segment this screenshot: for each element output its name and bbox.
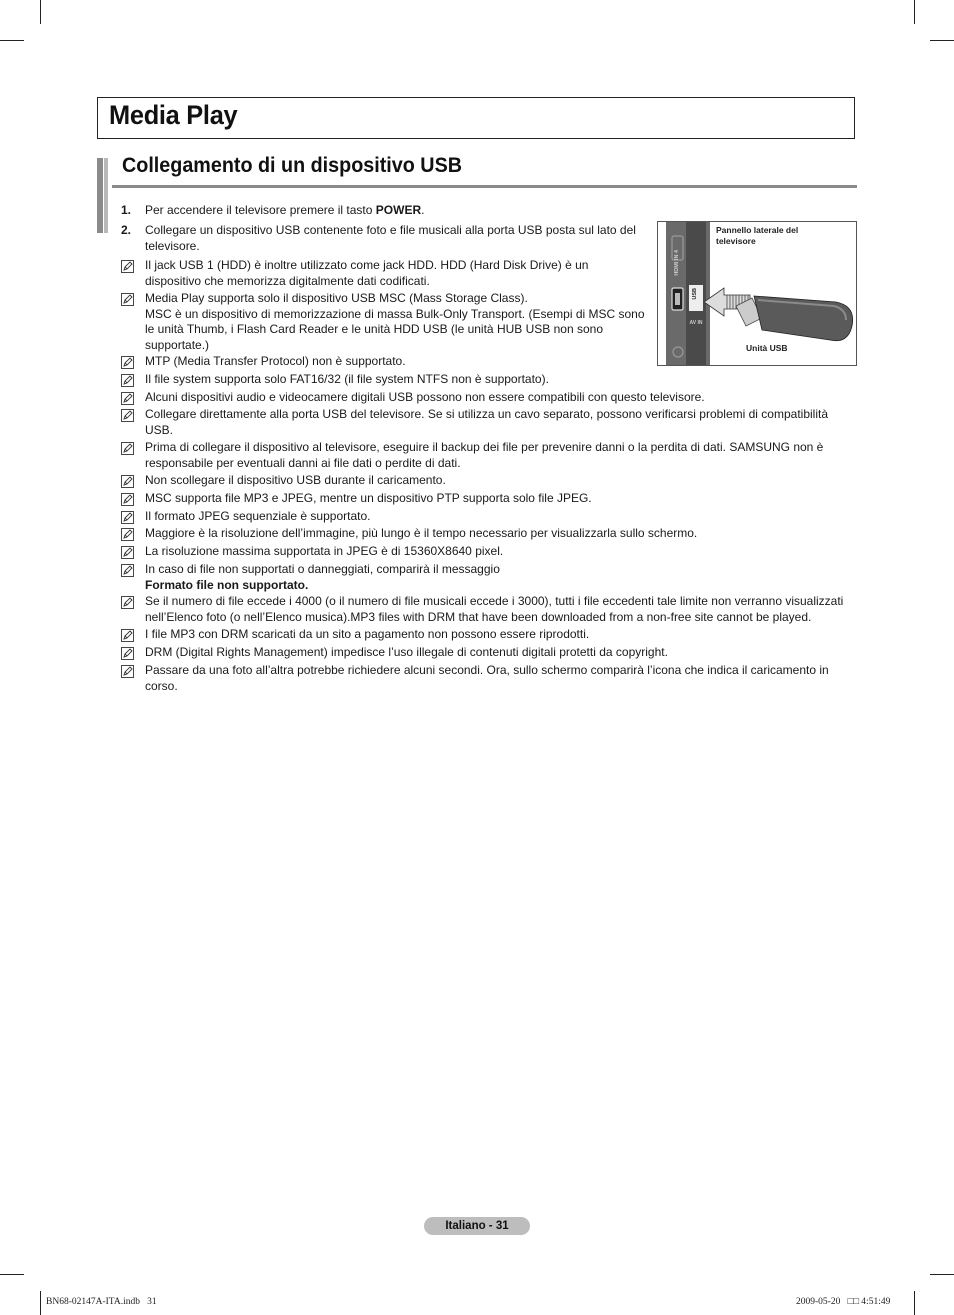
note-text: I file MP3 con DRM scaricati da un sito a pagamento non possono essere riprodotti. — [145, 627, 590, 641]
note-text: Se il numero di file eccede i 4000 (o il numero di file musicali eccede i 3000), tutti i file eccedenti tale limite non verranno visualizzati nell’Elenco foto (o nell’Elenco musica).MP3 files with DRM that have been downloaded from a non-free site cannot be played. — [145, 594, 844, 624]
note-text: In caso di file non supportati o danneggiati, comparirà il messaggio — [145, 562, 500, 576]
section-marker — [97, 158, 103, 233]
note-pencil-icon — [121, 493, 134, 506]
crop-mark — [930, 1274, 954, 1275]
step-text: Collegare un dispositivo USB contenente foto e file musicali alla porta USB posta sul lato del televisore. — [145, 223, 636, 253]
usb-port-label: USB — [692, 288, 698, 300]
note-pencil-icon — [121, 409, 134, 422]
crop-mark — [930, 40, 954, 41]
note-text: Non scollegare il dispositivo USB durante il caricamento. — [145, 473, 446, 487]
usb-connection-figure — [657, 221, 857, 366]
print-datetime: 2009-05-20 □□ 4:51:49 — [796, 1297, 891, 1307]
note-pencil-icon — [121, 442, 134, 455]
note-pencil-icon — [121, 511, 134, 524]
section-marker — [104, 158, 108, 233]
note-text: MTP (Media Transfer Protocol) non è supportato. — [145, 354, 406, 368]
usb-port-slot — [675, 293, 680, 305]
panel-label: Pannello laterale del televisore — [716, 225, 799, 246]
note-pencil-icon — [121, 374, 134, 387]
note-text: Il formato JPEG sequenziale è supportato. — [145, 509, 371, 523]
note-pencil-icon — [121, 647, 134, 660]
crop-mark — [0, 1274, 24, 1275]
note-text: MSC supporta file MP3 e JPEG, mentre un dispositivo PTP supporta solo file JPEG. — [145, 491, 592, 505]
note-pencil-icon — [121, 293, 134, 306]
step-text: Per accendere il televisore premere il tasto POWER. — [145, 203, 425, 217]
note-pencil-icon — [121, 665, 134, 678]
note-text: Alcuni dispositivi audio e videocamere digitali USB possono non essere compatibili con questo televisore. — [145, 390, 705, 404]
crop-mark — [0, 40, 24, 41]
device-label: Unità USB — [746, 343, 788, 353]
av-port-label: AV IN — [689, 320, 703, 326]
crop-mark — [40, 0, 41, 24]
crop-mark — [914, 0, 915, 24]
note-pencil-icon — [121, 392, 134, 405]
note-text: Passare da una foto all’altra potrebbe richiedere alcuni secondi. Ora, sullo schermo comparirà l’icona che indica il caricamento in corso. — [145, 663, 829, 693]
note-text: Collegare direttamente alla porta USB del televisore. Se si utilizza un cavo separato, possono verificarsi problemi di compatibilità USB. — [145, 407, 829, 437]
section-rule — [112, 185, 857, 188]
hdmi-port-label: HDMI IN 4 — [674, 250, 680, 276]
step-number: 2. — [121, 223, 132, 237]
note-text: La risoluzione massima supportata in JPEG è di 15360X8640 pixel. — [145, 544, 504, 558]
note-pencil-icon — [121, 546, 134, 559]
note-text: Maggiore è la risoluzione dell’immagine, più lungo è il tempo necessario per visualizzarla sullo schermo. — [145, 526, 698, 540]
page-title: Media Play — [109, 100, 238, 130]
usb-stick-drawing — [736, 296, 853, 341]
note-pencil-icon — [121, 356, 134, 369]
page-title-box — [97, 97, 855, 139]
note-text: MSC è un dispositivo di memorizzazione di massa Bulk-Only Transport. (Esempi di MSC sono le unità Thumb, i Flash Card Reader e le unità HDD USB (le unità HUB USB non sono supportate.) — [145, 306, 645, 352]
note-pencil-icon — [121, 596, 134, 609]
note-pencil-icon — [121, 260, 134, 273]
page-number-badge: Italiano - 31 — [424, 1217, 530, 1235]
crop-mark — [914, 1291, 915, 1315]
note-pencil-icon — [121, 564, 134, 577]
step-number: 1. — [121, 203, 132, 217]
note-text: Il file system supporta solo FAT16/32 (il file system NTFS non è supportato). — [145, 372, 549, 386]
note-pencil-icon — [121, 528, 134, 541]
section-title: Collegamento di un dispositivo USB — [122, 154, 462, 177]
crop-mark — [40, 1291, 41, 1315]
note-pencil-icon — [121, 629, 134, 642]
file-slug: BN68-02147A-ITA.indb 31 — [46, 1297, 157, 1307]
note-text: DRM (Digital Rights Management) impedisce l’uso illegale di contenuti digitali protetti da copyright. — [145, 645, 668, 659]
note-pencil-icon — [121, 475, 134, 488]
note-text: Media Play supporta solo il dispositivo USB MSC (Mass Storage Class). — [145, 291, 528, 305]
note-text: Prima di collegare il dispositivo al televisore, eseguire il backup dei file per prevenire danni o la perdita di dati. SAMSUNG non è responsabile per eventuali danni ai file dati o perdite di dati. — [145, 440, 824, 470]
note-text: Il jack USB 1 (HDD) è inoltre utilizzato come jack HDD. HDD (Hard Disk Drive) è un dispositivo che memorizza digitalmente dati codificati. — [145, 258, 589, 288]
message-name: Formato file non supportato. — [145, 577, 309, 592]
